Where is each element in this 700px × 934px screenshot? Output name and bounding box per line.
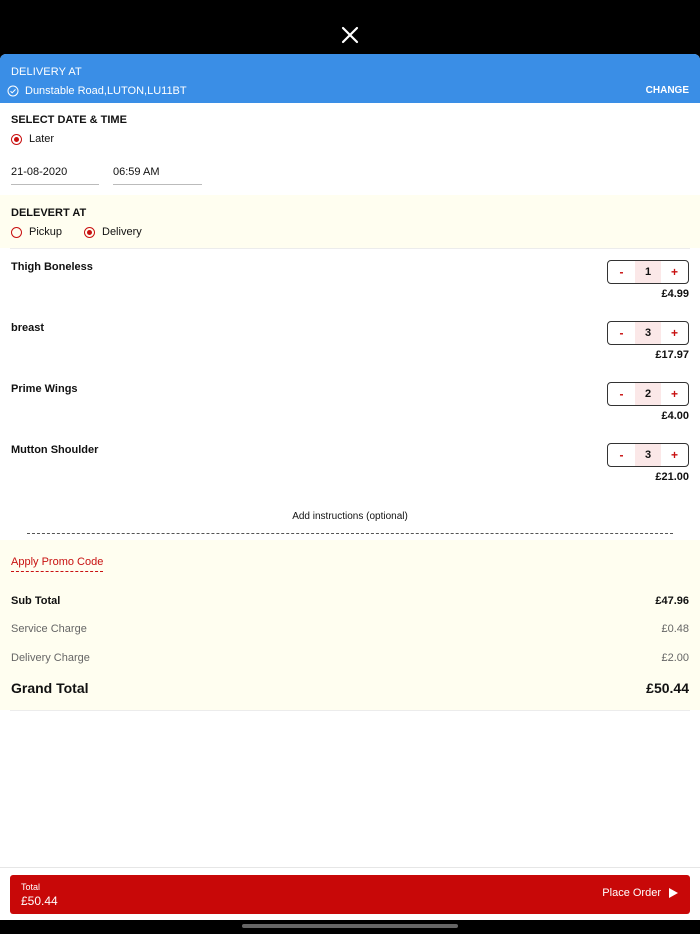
change-address-button[interactable]: CHANGE bbox=[645, 85, 689, 96]
subtotal-row bbox=[11, 595, 689, 607]
delivery-charge-label: Delivery Charge bbox=[11, 652, 90, 664]
time-field[interactable]: 06:59 AM bbox=[113, 161, 202, 185]
item-price: £21.00 bbox=[655, 471, 689, 483]
footer-divider bbox=[0, 867, 700, 868]
footer-total-label: Total bbox=[21, 882, 41, 892]
place-order-label: Place Order bbox=[602, 887, 661, 899]
decrease-button[interactable]: - bbox=[619, 387, 624, 401]
delivery-mode-title: DELEVERT AT bbox=[11, 207, 87, 219]
grand-total-label: Grand Total bbox=[11, 680, 89, 696]
divider bbox=[10, 710, 690, 711]
radio-unselected-icon bbox=[11, 227, 22, 238]
checkout-sheet bbox=[0, 54, 700, 920]
close-icon[interactable] bbox=[338, 23, 362, 47]
quantity-value: 1 bbox=[635, 261, 661, 283]
increase-button[interactable]: + bbox=[670, 448, 678, 462]
quantity-value: 2 bbox=[635, 383, 661, 405]
item-price: £4.00 bbox=[661, 410, 689, 422]
quantity-stepper bbox=[607, 260, 689, 284]
quantity-value: 3 bbox=[635, 444, 661, 466]
radio-selected-icon bbox=[11, 134, 22, 145]
apply-promo-code-link[interactable]: Apply Promo Code bbox=[11, 556, 103, 572]
decrease-button[interactable]: - bbox=[619, 326, 624, 340]
pickup-label: Pickup bbox=[29, 226, 63, 238]
item-price: £17.97 bbox=[655, 349, 689, 361]
decrease-button[interactable]: - bbox=[619, 265, 624, 279]
radio-selected-icon bbox=[84, 227, 95, 238]
item-name: Mutton Shoulder bbox=[11, 444, 99, 456]
item-name: breast bbox=[11, 322, 45, 334]
service-charge-value: £0.48 bbox=[661, 623, 689, 635]
delivery-charge-value: £2.00 bbox=[661, 652, 689, 664]
later-radio[interactable] bbox=[11, 131, 54, 147]
service-charge-label: Service Charge bbox=[11, 623, 87, 635]
footer-total-value: £50.44 bbox=[21, 894, 58, 908]
add-instructions-link[interactable]: Add instructions (optional) bbox=[292, 511, 408, 522]
check-circle-icon bbox=[7, 85, 19, 97]
delivery-address-header bbox=[0, 54, 700, 103]
instructions-underline bbox=[27, 533, 673, 534]
service-charge-row bbox=[11, 623, 689, 635]
increase-button[interactable]: + bbox=[670, 265, 678, 279]
play-arrow-icon bbox=[669, 888, 678, 898]
date-field[interactable]: 21-08-2020 bbox=[11, 161, 99, 185]
quantity-value: 3 bbox=[635, 322, 661, 344]
grand-total-row bbox=[11, 680, 689, 696]
delivery-title: DELIVERY AT bbox=[11, 66, 82, 78]
place-order-label-group bbox=[602, 887, 678, 899]
increase-button[interactable]: + bbox=[670, 387, 678, 401]
home-indicator bbox=[242, 924, 458, 928]
grand-total-value: £50.44 bbox=[646, 680, 689, 696]
delivery-mode-section bbox=[0, 195, 700, 248]
increase-button[interactable]: + bbox=[670, 326, 678, 340]
delivery-address: Dunstable Road,LUTON,LU11BT bbox=[25, 85, 187, 97]
item-name: Prime Wings bbox=[11, 383, 78, 395]
delivery-address-row bbox=[7, 84, 187, 98]
delivery-label: Delivery bbox=[102, 226, 142, 238]
quantity-stepper bbox=[607, 382, 689, 406]
item-name: Thigh Boneless bbox=[11, 261, 93, 273]
select-date-time-title: SELECT DATE & TIME bbox=[11, 114, 127, 126]
divider bbox=[10, 248, 690, 249]
quantity-stepper bbox=[607, 443, 689, 467]
delivery-charge-row bbox=[11, 652, 689, 664]
decrease-button[interactable]: - bbox=[619, 448, 624, 462]
later-label: Later bbox=[29, 133, 55, 145]
item-price: £4.99 bbox=[661, 288, 689, 300]
top-bar bbox=[0, 0, 700, 54]
delivery-radio[interactable] bbox=[84, 224, 142, 240]
subtotal-value: £47.96 bbox=[655, 595, 689, 607]
place-order-button[interactable] bbox=[10, 875, 690, 914]
subtotal-label: Sub Total bbox=[11, 595, 61, 607]
pickup-radio[interactable] bbox=[11, 224, 62, 240]
quantity-stepper bbox=[607, 321, 689, 345]
